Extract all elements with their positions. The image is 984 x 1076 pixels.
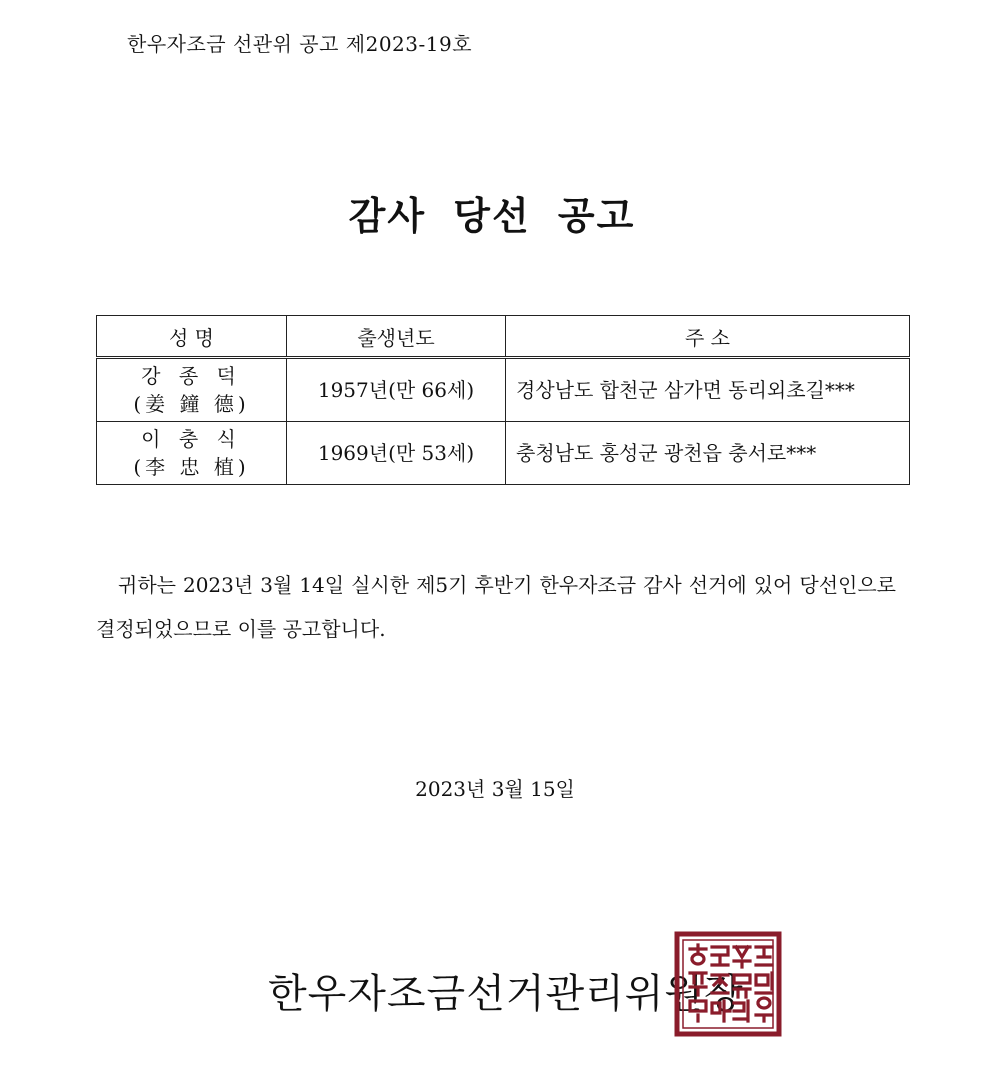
- official-seal-icon: [674, 931, 782, 1037]
- name-cell: [97, 358, 287, 422]
- table-row: [97, 422, 910, 485]
- header-name: 성 명: [97, 316, 287, 358]
- table-row: [97, 358, 910, 422]
- person-hanja: (姜 鐘 德): [133, 392, 250, 416]
- address-cell: 충청남도 홍성군 광천읍 충서로***: [506, 422, 910, 485]
- person-hanja: (李 忠 植): [133, 455, 250, 479]
- name-cell: [97, 422, 287, 485]
- birth-cell: 1969년(만 53세): [287, 422, 506, 485]
- header-address: 주 소: [506, 316, 910, 358]
- address-cell: 경상남도 합천군 삼가면 동리외초길***: [506, 358, 910, 422]
- table-header-row: [97, 316, 910, 358]
- elected-table: [96, 315, 910, 485]
- notice-number: 한우자조금 선관위 공고 제2023-19호: [127, 32, 473, 56]
- announcement-body: 귀하는 2023년 3월 14일 실시한 제5기 후반기 한우자조금 감사 선거에 있어 당선인으로 결정되었으므로 이를 공고합니다.: [96, 573, 896, 641]
- announcement-date: 2023년 3월 15일: [415, 777, 575, 801]
- issuer-name: 한우자조금선거관리위원장: [268, 971, 744, 1017]
- birth-cell: 1957년(만 66세): [287, 358, 506, 422]
- header-birth-year: 출생년도: [287, 316, 506, 358]
- person-name: 강 종 덕: [141, 364, 242, 388]
- person-name: 이 충 식: [141, 427, 242, 451]
- document-title: 감사 당선 공고: [348, 193, 636, 238]
